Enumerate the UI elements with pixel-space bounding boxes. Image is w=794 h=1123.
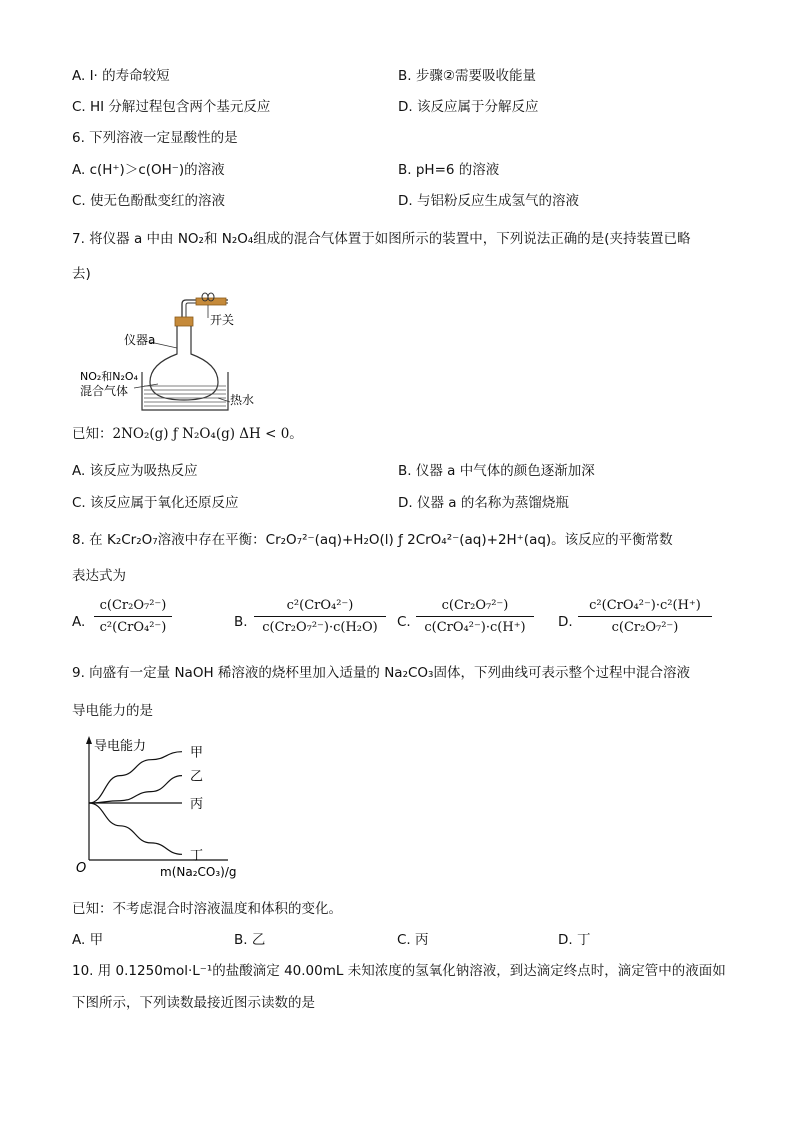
q8-option-a-label: A. (72, 614, 86, 630)
q9-option-d: D. 丁 (558, 932, 591, 948)
q6-option-b: B. pH=6 的溶液 (398, 162, 500, 178)
q5-option-d: D. 该反应属于分解反应 (398, 99, 539, 115)
q5-option-c: C. HI 分解过程包含两个基元反应 (72, 99, 271, 115)
switch-label: 开关 (210, 313, 235, 327)
q7-stem-line1: 7. 将仪器 a 中由 NO₂和 N₂O₄组成的混合气体置于如图所示的装置中，下列说法正确的是(夹持装置已略 (72, 231, 691, 247)
q6-stem: 6. 下列溶液一定显酸性的是 (72, 130, 238, 146)
q9-option-b: B. 乙 (234, 932, 266, 948)
series-label-3: 丙 (190, 797, 204, 812)
q5-option-b: B. 步骤②需要吸收能量 (398, 68, 536, 84)
y-axis-arrow (86, 736, 92, 744)
x-axis-label: m(Na₂CO₃)/g (160, 865, 237, 879)
q6-option-c: C. 使无色酚酞变红的溶液 (72, 193, 226, 209)
q8-option-c-numerator: c(Cr₂O₇²⁻) (441, 598, 509, 613)
y-axis-label: 导电能力 (94, 739, 147, 754)
q8-option-c-label: C. (397, 614, 411, 630)
conductivity-chart (70, 732, 250, 884)
q9-stem-line1: 9. 向盛有一定量 NaOH 稀溶液的烧杯里加入适量的 Na₂CO₃固体，下列曲线可表示整个过程中混合溶液 (72, 665, 690, 681)
flask-apparatus-figure (78, 292, 278, 416)
series-layer (89, 746, 203, 864)
q7-option-c: C. 该反应属于氧化还原反应 (72, 495, 239, 511)
q8-option-d-label: D. (558, 614, 573, 630)
gas-label-line1: NO₂和N₂O₄ (80, 370, 139, 383)
q8-option-a-fraction (94, 598, 172, 635)
q8-option-a-denominator: c²(CrO₄²⁻) (94, 616, 172, 635)
water-label: 热水 (230, 393, 255, 407)
q7-option-d: D. 仪器 a 的名称为蒸馏烧瓶 (398, 495, 569, 511)
q6-option-d: D. 与铝粉反应生成氢气的溶液 (398, 193, 579, 209)
q9-option-c: C. 丙 (397, 932, 429, 948)
series-line-2 (89, 776, 182, 803)
gas-label-line2: 混合气体 (80, 384, 129, 398)
q7-stem-line2: 去) (72, 266, 91, 282)
q7-option-b: B. 仪器 a 中气体的颜色逐渐加深 (398, 463, 595, 479)
series-label-2: 乙 (190, 769, 204, 785)
q8-option-c-fraction (416, 598, 534, 635)
series-line-1 (89, 752, 182, 803)
q8-option-b-label: B. (234, 614, 248, 630)
origin-label: O (76, 861, 87, 876)
q5-option-a: A. I· 的寿命较短 (72, 68, 170, 84)
q8-option-d-denominator: c(Cr₂O₇²⁻) (578, 616, 712, 635)
q8-option-b-fraction (254, 598, 386, 635)
q7-known: 已知：2NO₂(g) ƒ N₂O₄(g) ΔH < 0。 (72, 426, 303, 442)
q10-stem-line1: 10. 用 0.1250mol·L⁻¹的盐酸滴定 40.00mL 未知浓度的氢氧化钠溶液，到达滴定终点时，滴定管中的液面如 (72, 963, 726, 979)
stopper (175, 317, 193, 326)
q8-stem-line2: 表达式为 (72, 568, 126, 584)
q8-option-b-numerator: c²(CrO₄²⁻) (286, 598, 354, 613)
q7-option-a: A. 该反应为吸热反应 (72, 463, 198, 479)
q9-option-a: A. 甲 (72, 932, 104, 948)
q8-option-c-denominator: c(CrO₄²⁻)·c(H⁺) (416, 616, 534, 635)
q8-option-b-denominator: c(Cr₂O₇²⁻)·c(H₂O) (254, 616, 386, 635)
q8-option-d-numerator: c²(CrO₄²⁻)·c²(H⁺) (589, 598, 701, 613)
q6-option-a: A. c(H⁺)＞c(OH⁻)的溶液 (72, 162, 225, 178)
q8-stem-line1: 8. 在 K₂Cr₂O₇溶液中存在平衡：Cr₂O₇²⁻(aq)+H₂O(l) ƒ 2CrO₄²⁻(aq)+2H⁺(aq)。该反应的平衡常数 (72, 532, 673, 548)
series-label-4: 丁 (190, 848, 204, 864)
series-line-4 (89, 803, 182, 854)
series-label-1: 甲 (190, 745, 204, 761)
q9-known: 已知：不考虑混合时溶液温度和体积的变化。 (72, 901, 342, 917)
flask-body (150, 326, 218, 400)
q8-option-a-numerator: c(Cr₂O₇²⁻) (99, 598, 167, 613)
q9-stem-line2: 导电能力的是 (72, 703, 153, 719)
q10-stem-line2: 下图所示，下列读数最接近图示读数的是 (72, 995, 315, 1011)
water-surface-guide (150, 375, 220, 376)
instrument-label: 仪器a (124, 333, 156, 347)
q8-option-d-fraction (578, 598, 712, 635)
water-hatching (144, 386, 226, 406)
